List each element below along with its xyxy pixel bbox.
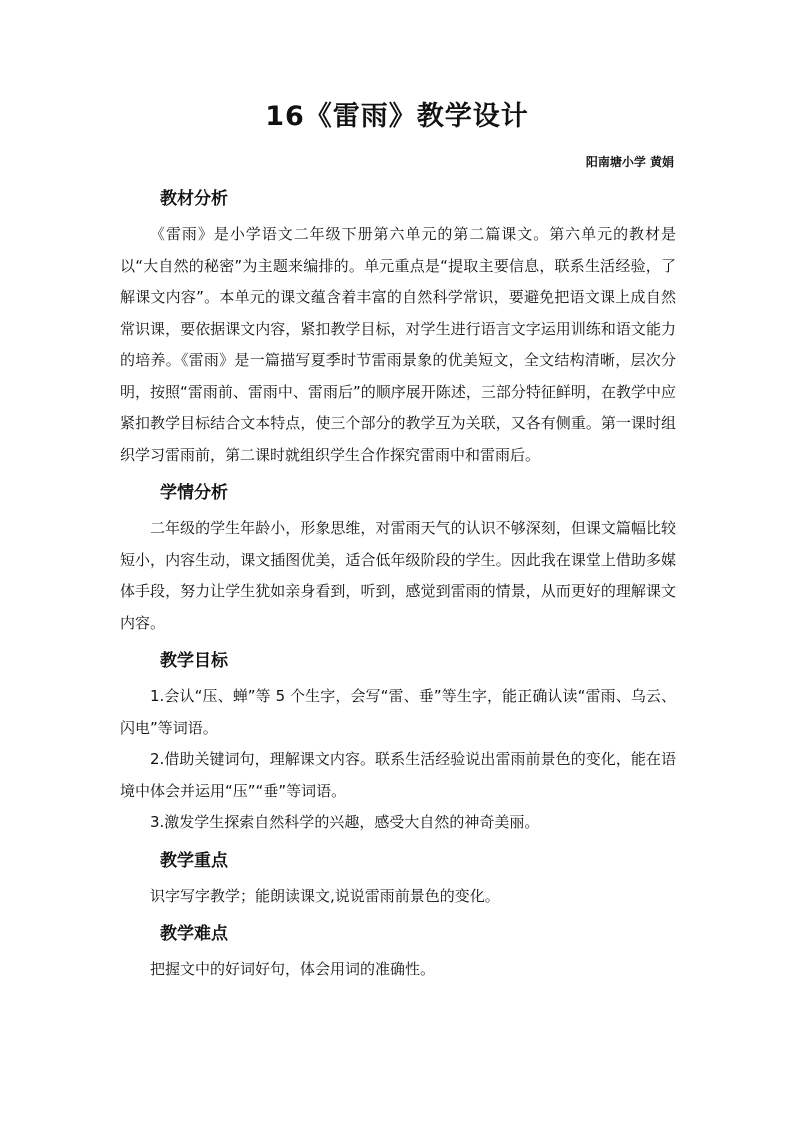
section-paragraph: 二年级的学生年龄小，形象思维，对雷雨天气的认识不够深刻，但课文篇幅比较短小，内容生动，课文插图优美，适合低年级阶段的学生。因此我在课堂上借助多媒体手段，努力让学生犹如亲身看到，听到，感觉到雷雨的情景，从而更好的理解课文内容。 bbox=[120, 519, 676, 632]
section-teaching-goals bbox=[120, 645, 676, 839]
goal-item-1: 1.会认“压、蝉”等 5 个生字，会写“雷、垂”等生字，能正确认读“雷雨、乌云、闪电”等词语。 bbox=[120, 687, 676, 737]
section-student-analysis bbox=[120, 477, 676, 639]
goal-item-3: 3.激发学生探索自然科学的兴趣，感受大自然的神奇美丽。 bbox=[150, 813, 540, 831]
goal-item-2: 2.借助关键词句，理解课文内容。联系生活经验说出雷雨前景色的变化，能在语境中体会并运用“压”“垂”等词语。 bbox=[120, 750, 676, 800]
author-line: 阳南塘小学 黄娟 bbox=[585, 155, 674, 169]
section-heading: 教学难点 bbox=[160, 924, 228, 944]
section-textbook-analysis bbox=[120, 183, 676, 471]
section-paragraph: 识字写字教学；能朗读课文,说说雷雨前景色的变化。 bbox=[150, 886, 500, 905]
document-body bbox=[120, 183, 676, 986]
section-key-points bbox=[120, 845, 676, 913]
section-heading: 学情分析 bbox=[160, 483, 228, 503]
document-title: 16《雷雨》教学设计 bbox=[265, 101, 529, 132]
section-heading: 教学目标 bbox=[160, 651, 228, 671]
section-paragraph: 把握文中的好词好句，体会用词的准确性。 bbox=[150, 960, 436, 978]
section-paragraph: 《雷雨》是小学语文二年级下册第六单元的第二篇课文。第六单元的教材是以“大自然的秘密”为主题来编排的。单元重点是“提取主要信息，联系生活经验，了解课文内容”。本单元的课文蕴含着丰富的自然科学常识，要避免把语文课上成自然常识课，要依据课文内容，紧扣教学目标，对学生进行语言文字运用训练和语文能力的培养。《雷雨》是一篇描写夏季时节雷雨景象的优美短文，全文结构清晰，层次分明，按照“雷雨前、雷雨中、雷雨后”的顺序展开陈述，三部分特征鲜明，在教学中应紧扣教学目标结合文本特点，使三个部分的教学互为关联，又各有侧重。第一课时组织学习雷雨前，第二课时就组织学生合作探究雷雨中和雷雨后。 bbox=[120, 225, 676, 464]
section-heading: 教学重点 bbox=[160, 850, 228, 871]
section-heading: 教材分析 bbox=[160, 189, 228, 209]
section-difficult-points bbox=[120, 918, 676, 986]
